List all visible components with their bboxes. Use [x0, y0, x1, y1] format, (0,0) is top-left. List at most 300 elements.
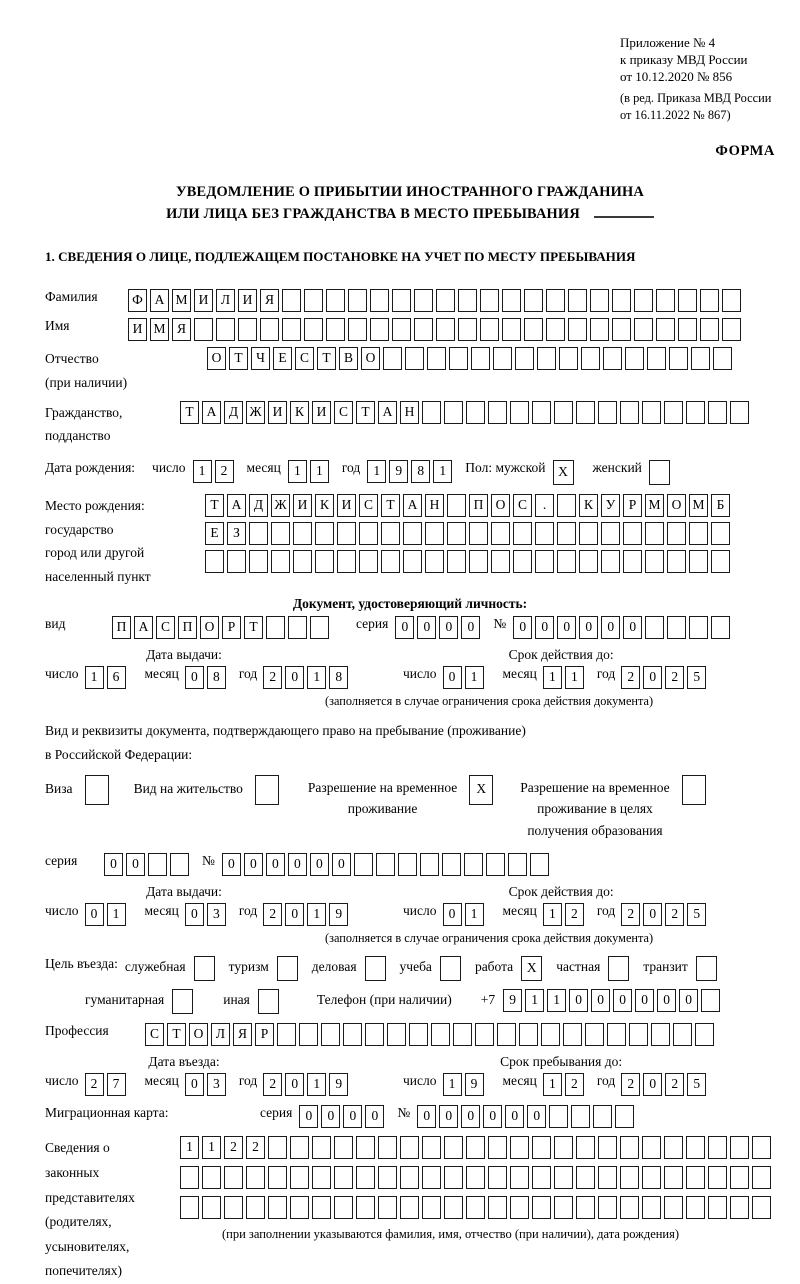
- char-cell[interactable]: [172, 989, 193, 1014]
- char-cell[interactable]: [502, 289, 521, 312]
- residence-permit-checkbox[interactable]: [255, 775, 282, 805]
- char-cell[interactable]: [554, 1196, 573, 1219]
- char-cell[interactable]: 8: [329, 666, 348, 689]
- char-cell[interactable]: [260, 318, 279, 341]
- char-cell[interactable]: [464, 853, 483, 876]
- char-cell[interactable]: [458, 289, 477, 312]
- char-cell[interactable]: [348, 318, 367, 341]
- char-cell[interactable]: [378, 1196, 397, 1219]
- char-cell[interactable]: [530, 853, 549, 876]
- char-cell[interactable]: [312, 1196, 331, 1219]
- char-cell[interactable]: [403, 522, 422, 545]
- char-cell[interactable]: [493, 347, 512, 370]
- char-cell[interactable]: [598, 1196, 617, 1219]
- char-cell[interactable]: [444, 1166, 463, 1189]
- char-cell[interactable]: [337, 522, 356, 545]
- char-cell[interactable]: [700, 318, 719, 341]
- char-cell[interactable]: [400, 1136, 419, 1159]
- char-cell[interactable]: Ф: [128, 289, 147, 312]
- char-cell[interactable]: 0: [591, 989, 610, 1012]
- char-cell[interactable]: [546, 318, 565, 341]
- char-cell[interactable]: [436, 318, 455, 341]
- char-cell[interactable]: [524, 318, 543, 341]
- char-cell[interactable]: [535, 550, 554, 573]
- char-cell[interactable]: [752, 1196, 771, 1219]
- char-cell[interactable]: Т: [381, 494, 400, 517]
- char-cell[interactable]: [312, 1136, 331, 1159]
- char-cell[interactable]: [400, 1196, 419, 1219]
- char-cell[interactable]: [667, 616, 686, 639]
- char-cell[interactable]: 0: [299, 1105, 318, 1128]
- char-cell[interactable]: [689, 522, 708, 545]
- char-cell[interactable]: 1: [465, 903, 484, 926]
- char-cell[interactable]: [268, 1166, 287, 1189]
- purpose-study-checkbox[interactable]: [440, 956, 464, 981]
- char-cell[interactable]: 1: [202, 1136, 221, 1159]
- char-cell[interactable]: 2: [263, 666, 282, 689]
- char-cell[interactable]: 0: [623, 616, 642, 639]
- char-cell[interactable]: И: [268, 401, 287, 424]
- char-cell[interactable]: [664, 1166, 683, 1189]
- char-cell[interactable]: [647, 347, 666, 370]
- char-cell[interactable]: [310, 616, 329, 639]
- char-cell[interactable]: 1: [193, 460, 212, 483]
- char-cell[interactable]: 1: [367, 460, 386, 483]
- char-cell[interactable]: [422, 1196, 441, 1219]
- char-cell[interactable]: 2: [246, 1136, 265, 1159]
- char-cell[interactable]: 0: [266, 853, 285, 876]
- char-cell[interactable]: [645, 522, 664, 545]
- char-cell[interactable]: [422, 1166, 441, 1189]
- char-cell[interactable]: [337, 550, 356, 573]
- char-cell[interactable]: [634, 318, 653, 341]
- char-cell[interactable]: [249, 522, 268, 545]
- char-cell[interactable]: А: [202, 401, 221, 424]
- char-cell[interactable]: [730, 1166, 749, 1189]
- char-cell[interactable]: 5: [687, 1073, 706, 1096]
- char-cell[interactable]: Я: [233, 1023, 252, 1046]
- char-cell[interactable]: 0: [417, 616, 436, 639]
- char-cell[interactable]: [689, 550, 708, 573]
- char-cell[interactable]: [271, 550, 290, 573]
- char-cell[interactable]: М: [689, 494, 708, 517]
- char-cell[interactable]: Т: [244, 616, 263, 639]
- char-cell[interactable]: [466, 1136, 485, 1159]
- char-cell[interactable]: 0: [439, 616, 458, 639]
- char-cell[interactable]: 3: [207, 903, 226, 926]
- char-cell[interactable]: [148, 853, 167, 876]
- char-cell[interactable]: [656, 318, 675, 341]
- char-cell[interactable]: [625, 347, 644, 370]
- char-cell[interactable]: 0: [244, 853, 263, 876]
- char-cell[interactable]: X: [469, 775, 493, 805]
- char-cell[interactable]: О: [207, 347, 226, 370]
- char-cell[interactable]: 0: [332, 853, 351, 876]
- char-cell[interactable]: 9: [503, 989, 522, 1012]
- char-cell[interactable]: [532, 1166, 551, 1189]
- purpose-humanitarian-checkbox[interactable]: [172, 989, 196, 1014]
- char-cell[interactable]: И: [312, 401, 331, 424]
- char-cell[interactable]: 1: [85, 666, 104, 689]
- char-cell[interactable]: [554, 1136, 573, 1159]
- char-cell[interactable]: [403, 550, 422, 573]
- char-cell[interactable]: А: [150, 289, 169, 312]
- char-cell[interactable]: [194, 318, 213, 341]
- char-cell[interactable]: С: [295, 347, 314, 370]
- char-cell[interactable]: 1: [307, 903, 326, 926]
- char-cell[interactable]: [664, 1136, 683, 1159]
- char-cell[interactable]: [695, 1023, 714, 1046]
- char-cell[interactable]: [471, 347, 490, 370]
- char-cell[interactable]: [282, 318, 301, 341]
- char-cell[interactable]: [722, 289, 741, 312]
- char-cell[interactable]: [532, 1136, 551, 1159]
- char-cell[interactable]: Ж: [246, 401, 265, 424]
- char-cell[interactable]: Е: [205, 522, 224, 545]
- char-cell[interactable]: 1: [307, 666, 326, 689]
- char-cell[interactable]: [290, 1136, 309, 1159]
- char-cell[interactable]: [656, 289, 675, 312]
- char-cell[interactable]: [299, 1023, 318, 1046]
- char-cell[interactable]: [730, 401, 749, 424]
- char-cell[interactable]: [334, 1196, 353, 1219]
- char-cell[interactable]: 7: [107, 1073, 126, 1096]
- char-cell[interactable]: [722, 318, 741, 341]
- char-cell[interactable]: [510, 1166, 529, 1189]
- char-cell[interactable]: [453, 1023, 472, 1046]
- char-cell[interactable]: У: [601, 494, 620, 517]
- char-cell[interactable]: Т: [229, 347, 248, 370]
- char-cell[interactable]: [615, 1105, 634, 1128]
- char-cell[interactable]: [194, 956, 215, 981]
- char-cell[interactable]: [447, 522, 466, 545]
- char-cell[interactable]: [365, 1023, 384, 1046]
- char-cell[interactable]: 2: [224, 1136, 243, 1159]
- char-cell[interactable]: И: [238, 289, 257, 312]
- char-cell[interactable]: 0: [310, 853, 329, 876]
- char-cell[interactable]: 0: [343, 1105, 362, 1128]
- char-cell[interactable]: [400, 1166, 419, 1189]
- char-cell[interactable]: [598, 1136, 617, 1159]
- char-cell[interactable]: 1: [443, 1073, 462, 1096]
- char-cell[interactable]: [678, 318, 697, 341]
- char-cell[interactable]: Л: [216, 289, 235, 312]
- char-cell[interactable]: 1: [433, 460, 452, 483]
- char-cell[interactable]: 0: [104, 853, 123, 876]
- char-cell[interactable]: [444, 401, 463, 424]
- char-cell[interactable]: [334, 1166, 353, 1189]
- char-cell[interactable]: [686, 401, 705, 424]
- char-cell[interactable]: [414, 289, 433, 312]
- char-cell[interactable]: [590, 318, 609, 341]
- char-cell[interactable]: [513, 550, 532, 573]
- char-cell[interactable]: [202, 1196, 221, 1219]
- char-cell[interactable]: Р: [623, 494, 642, 517]
- char-cell[interactable]: 0: [513, 616, 532, 639]
- char-cell[interactable]: О: [491, 494, 510, 517]
- char-cell[interactable]: Т: [356, 401, 375, 424]
- char-cell[interactable]: [258, 989, 279, 1014]
- char-cell[interactable]: [409, 1023, 428, 1046]
- char-cell[interactable]: [730, 1136, 749, 1159]
- char-cell[interactable]: [447, 494, 466, 517]
- char-cell[interactable]: [568, 318, 587, 341]
- char-cell[interactable]: [510, 1196, 529, 1219]
- char-cell[interactable]: К: [290, 401, 309, 424]
- char-cell[interactable]: [608, 956, 629, 981]
- char-cell[interactable]: 8: [207, 666, 226, 689]
- char-cell[interactable]: [701, 989, 720, 1012]
- char-cell[interactable]: [678, 289, 697, 312]
- char-cell[interactable]: [282, 289, 301, 312]
- char-cell[interactable]: К: [315, 494, 334, 517]
- char-cell[interactable]: [623, 522, 642, 545]
- char-cell[interactable]: [491, 522, 510, 545]
- char-cell[interactable]: 1: [525, 989, 544, 1012]
- char-cell[interactable]: [549, 1105, 568, 1128]
- char-cell[interactable]: 0: [613, 989, 632, 1012]
- char-cell[interactable]: [532, 1196, 551, 1219]
- char-cell[interactable]: 0: [643, 666, 662, 689]
- char-cell[interactable]: [458, 318, 477, 341]
- char-cell[interactable]: [378, 1136, 397, 1159]
- char-cell[interactable]: 0: [285, 666, 304, 689]
- char-cell[interactable]: Б: [711, 494, 730, 517]
- char-cell[interactable]: 8: [411, 460, 430, 483]
- char-cell[interactable]: [224, 1196, 243, 1219]
- char-cell[interactable]: 0: [535, 616, 554, 639]
- char-cell[interactable]: Р: [255, 1023, 274, 1046]
- char-cell[interactable]: 2: [621, 903, 640, 926]
- purpose-official-checkbox[interactable]: [194, 956, 218, 981]
- char-cell[interactable]: [612, 289, 631, 312]
- char-cell[interactable]: 2: [565, 903, 584, 926]
- char-cell[interactable]: [488, 1196, 507, 1219]
- char-cell[interactable]: [601, 550, 620, 573]
- char-cell[interactable]: 9: [329, 903, 348, 926]
- char-cell[interactable]: [356, 1196, 375, 1219]
- char-cell[interactable]: [510, 1136, 529, 1159]
- char-cell[interactable]: 0: [417, 1105, 436, 1128]
- char-cell[interactable]: [271, 522, 290, 545]
- char-cell[interactable]: [85, 775, 109, 805]
- char-cell[interactable]: 0: [185, 666, 204, 689]
- char-cell[interactable]: [290, 1196, 309, 1219]
- char-cell[interactable]: 1: [543, 666, 562, 689]
- female-checkbox[interactable]: [649, 460, 673, 485]
- char-cell[interactable]: [359, 522, 378, 545]
- char-cell[interactable]: И: [194, 289, 213, 312]
- char-cell[interactable]: [730, 1196, 749, 1219]
- char-cell[interactable]: 0: [222, 853, 241, 876]
- char-cell[interactable]: О: [361, 347, 380, 370]
- char-cell[interactable]: [667, 522, 686, 545]
- place-blank-line[interactable]: [594, 204, 654, 218]
- char-cell[interactable]: [537, 347, 556, 370]
- char-cell[interactable]: 0: [443, 666, 462, 689]
- char-cell[interactable]: 0: [657, 989, 676, 1012]
- char-cell[interactable]: 6: [107, 666, 126, 689]
- char-cell[interactable]: 1: [565, 666, 584, 689]
- char-cell[interactable]: [515, 347, 534, 370]
- char-cell[interactable]: [686, 1136, 705, 1159]
- char-cell[interactable]: [488, 1136, 507, 1159]
- male-checkbox[interactable]: [553, 460, 577, 485]
- char-cell[interactable]: 0: [635, 989, 654, 1012]
- char-cell[interactable]: Я: [172, 318, 191, 341]
- char-cell[interactable]: [334, 1136, 353, 1159]
- char-cell[interactable]: М: [150, 318, 169, 341]
- char-cell[interactable]: Т: [317, 347, 336, 370]
- char-cell[interactable]: [711, 616, 730, 639]
- char-cell[interactable]: 2: [665, 666, 684, 689]
- char-cell[interactable]: [711, 550, 730, 573]
- char-cell[interactable]: 0: [461, 1105, 480, 1128]
- char-cell[interactable]: 0: [461, 616, 480, 639]
- char-cell[interactable]: [304, 289, 323, 312]
- char-cell[interactable]: [664, 401, 683, 424]
- edu-residence-checkbox[interactable]: [682, 775, 709, 805]
- char-cell[interactable]: С: [359, 494, 378, 517]
- char-cell[interactable]: [508, 853, 527, 876]
- purpose-business-checkbox[interactable]: [365, 956, 389, 981]
- purpose-transit-checkbox[interactable]: [696, 956, 720, 981]
- char-cell[interactable]: [532, 401, 551, 424]
- char-cell[interactable]: Н: [400, 401, 419, 424]
- char-cell[interactable]: 0: [505, 1105, 524, 1128]
- char-cell[interactable]: .: [535, 494, 554, 517]
- char-cell[interactable]: [431, 1023, 450, 1046]
- char-cell[interactable]: [246, 1166, 265, 1189]
- char-cell[interactable]: [442, 853, 461, 876]
- char-cell[interactable]: [392, 318, 411, 341]
- char-cell[interactable]: [651, 1023, 670, 1046]
- char-cell[interactable]: 0: [483, 1105, 502, 1128]
- char-cell[interactable]: С: [156, 616, 175, 639]
- char-cell[interactable]: [513, 522, 532, 545]
- char-cell[interactable]: Д: [249, 494, 268, 517]
- char-cell[interactable]: [422, 401, 441, 424]
- char-cell[interactable]: [488, 1166, 507, 1189]
- char-cell[interactable]: М: [172, 289, 191, 312]
- char-cell[interactable]: [669, 347, 688, 370]
- char-cell[interactable]: [488, 401, 507, 424]
- char-cell[interactable]: [449, 347, 468, 370]
- char-cell[interactable]: [216, 318, 235, 341]
- char-cell[interactable]: 1: [543, 1073, 562, 1096]
- char-cell[interactable]: [378, 1166, 397, 1189]
- char-cell[interactable]: [436, 289, 455, 312]
- visa-checkbox[interactable]: [85, 775, 112, 805]
- char-cell[interactable]: [554, 401, 573, 424]
- char-cell[interactable]: А: [378, 401, 397, 424]
- char-cell[interactable]: [312, 1166, 331, 1189]
- char-cell[interactable]: [554, 1166, 573, 1189]
- char-cell[interactable]: Д: [224, 401, 243, 424]
- char-cell[interactable]: 0: [85, 903, 104, 926]
- char-cell[interactable]: 9: [389, 460, 408, 483]
- char-cell[interactable]: П: [112, 616, 131, 639]
- char-cell[interactable]: [519, 1023, 538, 1046]
- char-cell[interactable]: 2: [263, 1073, 282, 1096]
- char-cell[interactable]: [359, 550, 378, 573]
- char-cell[interactable]: 0: [126, 853, 145, 876]
- char-cell[interactable]: [469, 550, 488, 573]
- char-cell[interactable]: [708, 1196, 727, 1219]
- char-cell[interactable]: [629, 1023, 648, 1046]
- char-cell[interactable]: [427, 347, 446, 370]
- char-cell[interactable]: [387, 1023, 406, 1046]
- char-cell[interactable]: С: [334, 401, 353, 424]
- char-cell[interactable]: [326, 289, 345, 312]
- char-cell[interactable]: О: [189, 1023, 208, 1046]
- char-cell[interactable]: [708, 401, 727, 424]
- char-cell[interactable]: 0: [185, 903, 204, 926]
- char-cell[interactable]: [686, 1196, 705, 1219]
- char-cell[interactable]: [370, 289, 389, 312]
- char-cell[interactable]: X: [521, 956, 542, 981]
- char-cell[interactable]: 0: [679, 989, 698, 1012]
- char-cell[interactable]: [645, 550, 664, 573]
- char-cell[interactable]: [405, 347, 424, 370]
- char-cell[interactable]: [708, 1166, 727, 1189]
- char-cell[interactable]: А: [227, 494, 246, 517]
- char-cell[interactable]: 2: [215, 460, 234, 483]
- char-cell[interactable]: 0: [643, 1073, 662, 1096]
- char-cell[interactable]: [711, 522, 730, 545]
- char-cell[interactable]: [620, 401, 639, 424]
- char-cell[interactable]: [293, 522, 312, 545]
- char-cell[interactable]: [700, 289, 719, 312]
- char-cell[interactable]: [315, 550, 334, 573]
- char-cell[interactable]: [376, 853, 395, 876]
- char-cell[interactable]: [642, 1196, 661, 1219]
- char-cell[interactable]: [576, 1196, 595, 1219]
- char-cell[interactable]: [381, 550, 400, 573]
- char-cell[interactable]: [205, 550, 224, 573]
- char-cell[interactable]: 1: [180, 1136, 199, 1159]
- char-cell[interactable]: [601, 522, 620, 545]
- char-cell[interactable]: 0: [443, 903, 462, 926]
- temp-residence-checkbox[interactable]: [469, 775, 496, 805]
- char-cell[interactable]: [642, 1166, 661, 1189]
- char-cell[interactable]: [466, 401, 485, 424]
- char-cell[interactable]: 0: [321, 1105, 340, 1128]
- char-cell[interactable]: [510, 401, 529, 424]
- char-cell[interactable]: [502, 318, 521, 341]
- char-cell[interactable]: 0: [601, 616, 620, 639]
- char-cell[interactable]: [356, 1136, 375, 1159]
- char-cell[interactable]: [255, 775, 279, 805]
- char-cell[interactable]: [425, 522, 444, 545]
- char-cell[interactable]: 5: [687, 666, 706, 689]
- char-cell[interactable]: О: [200, 616, 219, 639]
- char-cell[interactable]: [576, 401, 595, 424]
- char-cell[interactable]: [557, 550, 576, 573]
- char-cell[interactable]: 0: [285, 903, 304, 926]
- char-cell[interactable]: [557, 522, 576, 545]
- char-cell[interactable]: [440, 956, 461, 981]
- char-cell[interactable]: [682, 775, 706, 805]
- char-cell[interactable]: З: [227, 522, 246, 545]
- char-cell[interactable]: Я: [260, 289, 279, 312]
- char-cell[interactable]: И: [293, 494, 312, 517]
- purpose-work-checkbox[interactable]: [521, 956, 545, 981]
- char-cell[interactable]: [343, 1023, 362, 1046]
- char-cell[interactable]: 9: [329, 1073, 348, 1096]
- char-cell[interactable]: [607, 1023, 626, 1046]
- char-cell[interactable]: 0: [439, 1105, 458, 1128]
